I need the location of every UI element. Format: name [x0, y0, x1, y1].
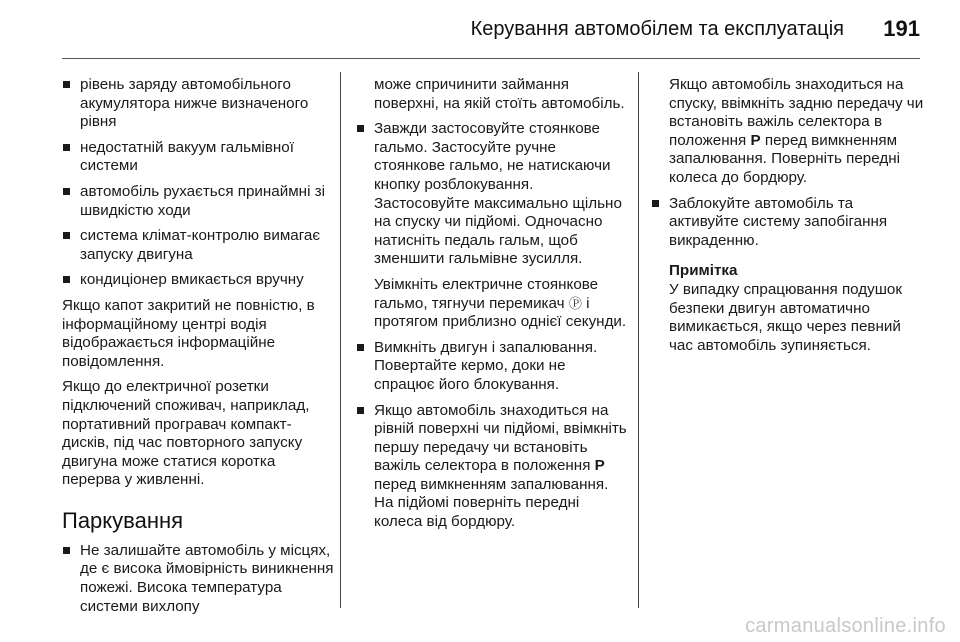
section-title-parking: Паркування — [62, 507, 184, 533]
list-item: Завжди застосовуйте стоянкове гальмо. Застосуйте ручне стоянкове гальмо, не натискаючи кнопку розблокування. Застосовуйте максимально щільно на спуску чи підйомі. Одночасно натисніть педаль гальм, щоб зменшити гальмівне зусилля. — [356, 120, 628, 269]
column-divider-2 — [638, 72, 639, 608]
paragraph-continued: може спричинити займання поверхні, на якій стоїть автомобіль. — [374, 76, 625, 112]
header-rule — [62, 58, 920, 59]
list-item: рівень заряду автомобільного акумулятора нижче визначеного рівня — [62, 76, 334, 132]
item-text: перед вимкненням запалювання. На підйомі поверніть передні колеса від бордюру. — [374, 475, 609, 531]
parking-brake-icon: Ⓟ — [568, 295, 582, 311]
list-item: недостатній вакуум гальмівної системи — [62, 139, 334, 176]
paragraph-text: і протягом приблизно однієї секунди. — [374, 294, 627, 331]
list-item: автомобіль рухається принаймні зі швидкістю ходи — [62, 183, 334, 220]
item-text: Якщо автомобіль знаходиться на рівній поверхні чи підйомі, ввімкніть першу передачу чи встановіть важіль селектора в положення — [374, 401, 627, 475]
paragraph-continued — [651, 76, 927, 188]
list-item: Не залишайте автомобіль у місцях, де є висока ймовірність виникнення пожежі. Висока температура системи вихлопу — [62, 542, 334, 616]
paragraph-text: Увімкніть електричне стоянкове гальмо, тягнучи перемикач — [374, 275, 599, 312]
list-item — [356, 402, 628, 532]
gear-p-label: P — [594, 457, 605, 475]
header-title: Керування автомобілем та експлуатація — [470, 18, 844, 40]
list-item: Заблокуйте автомобіль та активуйте систему запобігання викраденню. — [651, 195, 927, 251]
watermark: carmanualsonline.info — [745, 615, 946, 637]
column-1 — [62, 76, 334, 623]
note-text: У випадку спрацювання подушок безпеки двигун автоматично вимикається, якщо через певний час автомобіль зупиняється. — [669, 280, 903, 354]
paragraph-socket: Якщо до електричної розетки підключений споживач, наприклад, портативний програвач компакт-дисків, під час повторного запуску двигуна може статися коротка перерва у живленні. — [62, 378, 310, 489]
gear-p-label: P — [750, 131, 761, 149]
page-header — [0, 0, 960, 58]
list-item: система клімат-контролю вимагає запуску двигуна — [62, 227, 334, 264]
column-divider-1 — [340, 72, 341, 608]
paragraph-hood: Якщо капот закритий не повністю, в інформаційному центрі водія відображається інформаційне повідомлення. — [62, 296, 315, 370]
list-item: кондиціонер вмикається вручну — [62, 271, 334, 290]
paragraph-text: Якщо автомобіль знаходиться на спуску, ввімкніть задню передачу чи встановіть важіль селектора в положення — [669, 76, 924, 149]
paragraph-electric-brake — [356, 276, 628, 332]
note-title: Примітка — [669, 262, 738, 280]
page-number: 191 — [883, 16, 920, 41]
column-3 — [651, 76, 927, 355]
paragraph-text: перед вимкненням запалювання. Поверніть передні колеса до бордюру. — [669, 131, 900, 186]
column-2 — [356, 76, 628, 539]
list-item: Вимкніть двигун і запалювання. Повертайте кермо, доки не спрацює його блокування. — [356, 339, 628, 395]
